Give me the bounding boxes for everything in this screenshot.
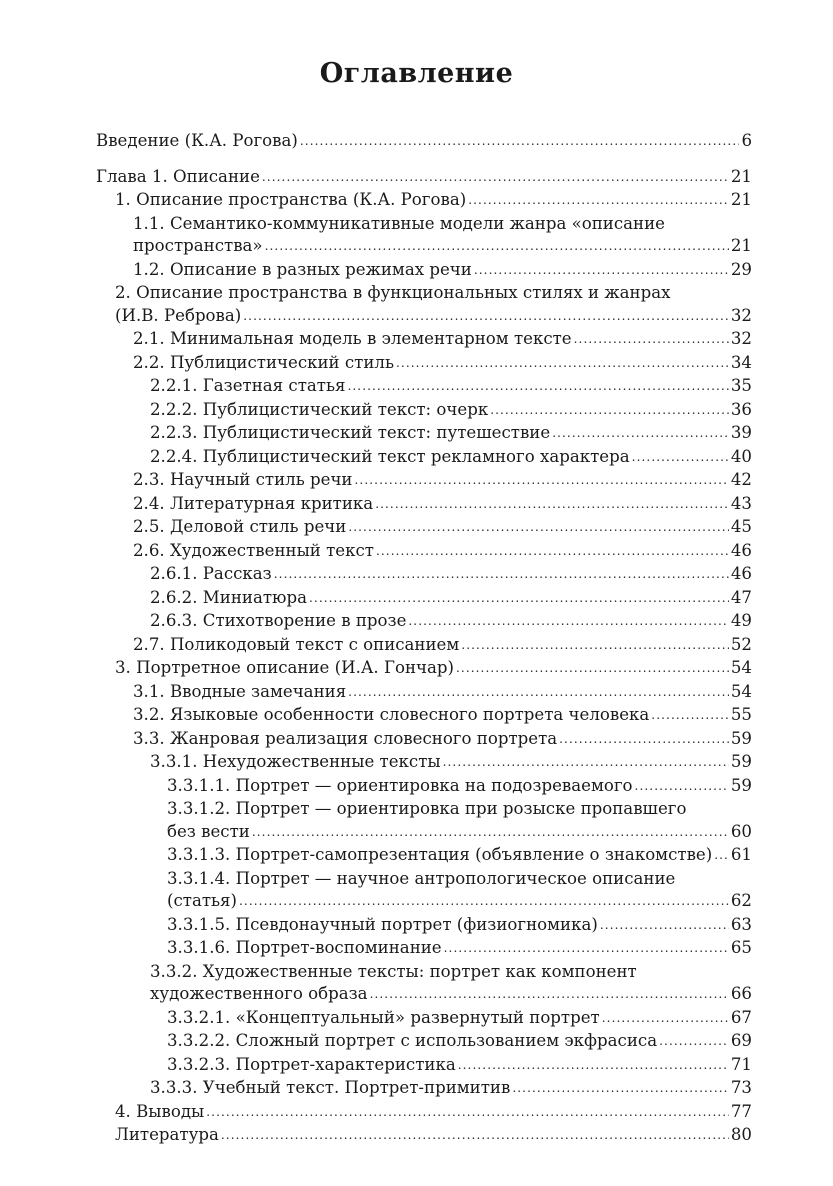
toc-entry [96,844,752,868]
toc-entry-title: 2.6. Художественный текст [133,540,374,560]
toc-entry [96,563,752,587]
dot-leader [651,703,729,727]
toc-entry-title: 2.6.1. Рассказ [150,564,272,583]
toc-entry [96,914,752,938]
toc-entry [96,751,752,775]
toc-entry [96,1030,752,1054]
page-title: Оглавление [319,58,514,89]
toc-entry-title: художественного образа [150,984,368,1003]
dot-leader [552,421,729,445]
toc-entry-title: 1. Описание пространства (К.А. Рогова) [115,190,467,209]
toc-entry [96,469,752,493]
dot-leader [370,982,729,1006]
toc-entry [96,1124,752,1148]
toc-entry [96,516,752,540]
toc-entry-title: 3.3.2.3. Портрет-характеристика [167,1054,456,1074]
dot-leader [396,351,729,375]
toc-entry [96,282,752,328]
toc-entry [96,798,752,844]
toc-entry [96,1054,752,1078]
toc-entry-title: 2.6.3. Стихотворение в прозе [150,611,407,630]
toc-entry [96,328,752,352]
toc-entry-title: 2.3. Научный стиль речи [133,470,353,489]
dot-leader [262,165,729,189]
toc-entry [96,1007,752,1031]
toc-entry-title: 2.6.2. Миниатюра [150,587,307,607]
toc-entry-page-number: 45 [730,517,752,536]
toc-entry [96,352,752,376]
dot-leader [474,258,729,282]
toc-entry [96,961,752,1007]
toc-entry [96,422,752,446]
dot-leader [635,774,729,798]
toc-entry-title: 3.3.3. Учебный текст. Портрет-примитив [150,1078,511,1097]
toc-entry-title: 1.2. Описание в разных режимах речи [133,259,472,279]
toc-entry-page-number: 32 [730,329,752,348]
dot-leader [376,539,729,563]
toc-entry-page-number: 40 [730,446,752,466]
toc-entry-page-number: 77 [730,1101,752,1121]
toc-entry-page-number: 55 [730,705,752,724]
toc-entry-title: 2.2.2. Публицистический текст: очерк [150,399,489,419]
toc-entry [96,213,752,259]
dot-leader [206,1100,729,1124]
toc-entry-page-number: 71 [730,1054,752,1074]
toc-entry-page-number: 67 [730,1007,752,1027]
toc-entry-page-number: 35 [730,376,752,395]
toc-entry [96,166,752,190]
toc-entry-title: 3.3.1.1. Портрет — ориентировка на подозреваемого [167,775,633,795]
toc-entry [96,937,752,961]
toc-entry [96,728,752,752]
toc-entry-page-number: 29 [730,259,752,279]
toc-entry-page-number: 63 [730,914,752,934]
toc-entry-title: 2.4. Литературная критика [133,493,374,513]
toc-entry-title: 4. Выводы [115,1101,205,1121]
toc-entry-page-number: 47 [730,587,752,607]
toc-entry [96,704,752,728]
toc-entry-title: 3.3.1. Нехудожественные тексты [150,752,441,771]
toc-entry-page-number: 59 [730,752,752,771]
dot-leader [714,843,729,867]
toc-entry [96,634,752,658]
toc-entry-page-number: 54 [730,658,752,677]
toc-entry-title: Глава 1. Описание [96,166,260,186]
dot-leader [600,913,729,937]
dot-leader [348,515,729,539]
toc-entry-title-first-line: 3.3.1.4. Портрет — научное антропологическое описание [167,868,676,888]
toc-entry [96,610,752,634]
toc-entry-title: 3.2. Языковые особенности словесного портрета человека [133,705,650,724]
toc-entry-page-number: 21 [730,190,752,209]
toc-entry-page-number: 80 [730,1125,752,1144]
toc-entry-title-first-line: 2. Описание пространства в функциональных стилях и жанрах [115,283,671,302]
dot-leader [468,188,729,212]
toc-entry-page-number: 73 [730,1078,752,1097]
toc-entry-title: (И.В. Реброва) [115,305,242,325]
dot-leader [461,633,729,657]
dot-leader [559,727,729,751]
toc-entry-title: 2.5. Деловой стиль речи [133,517,347,536]
dot-leader [444,936,729,960]
toc-entry [96,775,752,799]
toc-entry-page-number: 54 [730,681,752,701]
dot-leader [347,374,728,398]
toc-entry-page-number: 32 [730,305,752,325]
toc-entry-title: 2.2. Публицистический стиль [133,352,394,372]
toc-entry-page-number: 21 [730,236,752,255]
toc-entry [96,399,752,423]
dot-leader [632,445,729,469]
dot-leader [456,656,729,680]
toc-entry-page-number: 49 [730,611,752,630]
toc-entry-page-number: 59 [730,775,752,795]
toc-entry-title-first-line: 3.3.2. Художественные тексты: портрет как компонент [150,961,637,981]
dot-leader [602,1006,729,1030]
toc-entry-page-number: 34 [730,352,752,372]
dot-leader [300,129,740,153]
dot-leader [659,1029,729,1053]
toc-entry-title: без вести [167,821,250,841]
toc-entry-page-number: 42 [730,470,752,489]
toc-entry-page-number: 46 [730,564,752,583]
toc-entry [96,130,752,154]
toc-entry [96,1077,752,1101]
toc-entry-page-number: 65 [730,938,752,957]
dot-leader [408,609,728,633]
dot-leader [252,820,729,844]
dot-leader [355,468,729,492]
toc-entry-title-first-line: 1.1. Семантико-коммуникативные модели жанра «описание [133,213,665,233]
dot-leader [375,492,729,516]
toc-entry-title: пространства» [133,236,263,255]
dot-leader [274,562,729,586]
toc-entry-page-number: 69 [730,1031,752,1050]
toc-entry-title: 2.2.4. Публицистический текст рекламного характера [150,446,630,466]
toc-entry-title: 3.1. Вводные замечания [133,681,347,701]
toc-entry-page-number: 21 [730,166,752,186]
toc-entry [96,1101,752,1125]
toc-entry-title: 2.7. Поликодовый текст с описанием [133,634,460,654]
toc-entry-title: 3.3.2.1. «Концептуальный» развернутый портрет [167,1007,600,1027]
toc-entry-page-number: 61 [730,845,752,864]
toc-entry [96,259,752,283]
toc-entry-title: 3. Портретное описание (И.А. Гончар) [115,658,454,677]
dot-leader [574,327,729,351]
toc-entry-title: Литература [115,1125,219,1144]
toc-entry-title-first-line: 3.3.1.2. Портрет — ориентировка при розыске пропавшего [167,799,687,818]
toc-entry-page-number: 66 [730,984,752,1003]
toc-entry [96,587,752,611]
toc-entry-page-number: 46 [730,540,752,560]
toc-entry [96,868,752,914]
toc-entry-title: (статья) [167,891,237,910]
dot-leader [348,680,729,704]
dot-leader [243,304,729,328]
toc-entry [96,375,752,399]
dot-leader [458,1053,729,1077]
toc-entry [96,657,752,681]
toc-entry-title: 2.1. Минимальная модель в элементарном тексте [133,329,572,348]
toc-entry-title: 3.3. Жанровая реализация словесного портрета [133,728,558,748]
toc-entry-page-number: 6 [741,131,752,150]
dot-leader [221,1123,729,1147]
table-of-contents [96,130,752,1148]
toc-entry-page-number: 59 [730,728,752,748]
toc-entry [96,540,752,564]
toc-entry [96,681,752,705]
toc-entry-page-number: 62 [730,891,752,910]
toc-entry-title: 3.3.1.6. Портрет-воспоминание [167,938,442,957]
toc-entry-title: 3.3.1.5. Псевдонаучный портрет (физиогномика) [167,914,598,934]
toc-entry-page-number: 52 [730,634,752,654]
toc-entry-title: 3.3.2.2. Сложный портрет с использованием экфрасиса [167,1031,658,1050]
toc-entry [96,189,752,213]
dot-leader [512,1076,729,1100]
dot-leader [490,398,729,422]
toc-entry-title: 2.2.1. Газетная статья [150,376,346,395]
dot-leader [309,586,729,610]
toc-entry-page-number: 36 [730,399,752,419]
toc-entry [96,493,752,517]
toc-entry-page-number: 39 [730,423,752,442]
toc-entry-title: Введение (К.А. Рогова) [96,131,298,150]
toc-entry [96,446,752,470]
dot-leader [443,750,729,774]
dot-leader [265,234,729,258]
toc-entry-title: 2.2.3. Публицистический текст: путешествие [150,423,551,442]
toc-entry-title: 3.3.1.3. Портрет-самопрезентация (объявление о знакомстве) [167,845,713,864]
toc-entry-page-number: 43 [730,493,752,513]
toc-entry-page-number: 60 [730,821,752,841]
dot-leader [239,889,729,913]
